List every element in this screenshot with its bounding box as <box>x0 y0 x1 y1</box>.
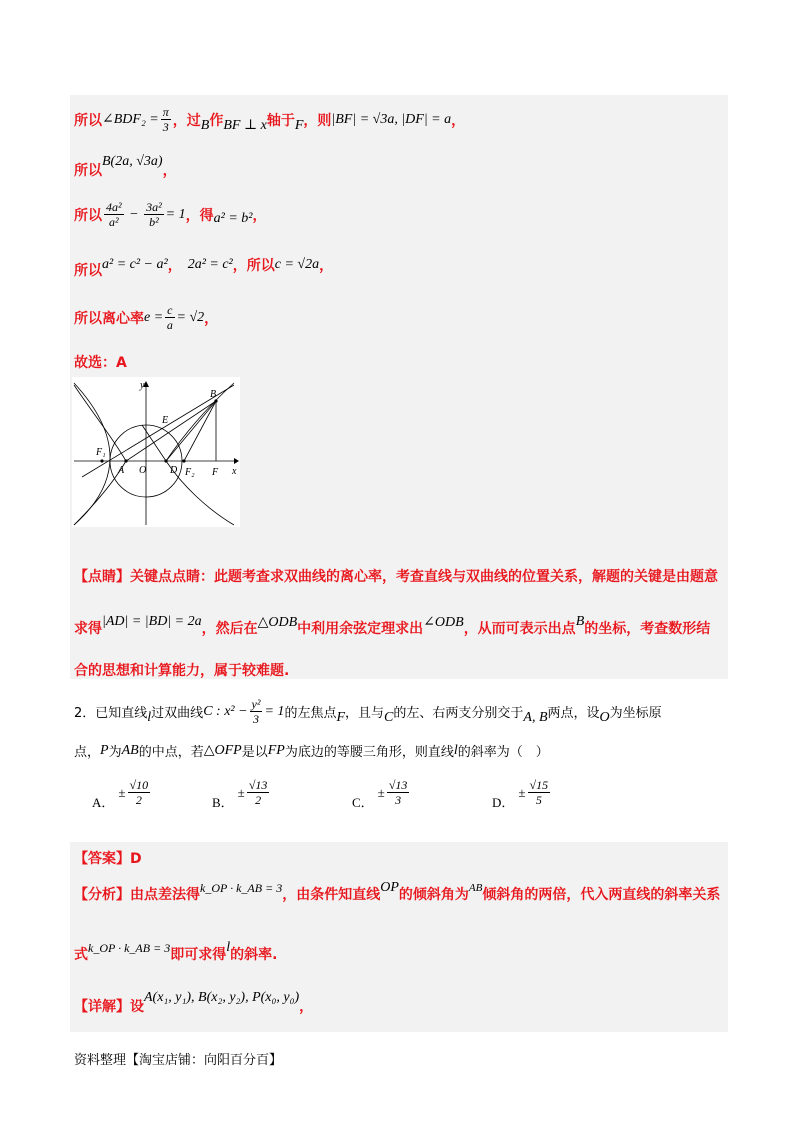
question-2-line-1 <box>74 697 662 726</box>
denominator: 5 <box>535 793 542 807</box>
numerator: c <box>167 303 173 317</box>
comment-line-2 <box>74 612 711 637</box>
text: 式 <box>74 947 88 963</box>
option-fraction <box>528 778 551 807</box>
answer-label: 【答案】D <box>74 851 142 867</box>
option-fraction <box>128 778 151 807</box>
text: 过双曲线 <box>151 706 204 721</box>
label-O: O <box>139 465 147 476</box>
math: ∠ODB <box>423 614 464 630</box>
math: P <box>100 742 109 758</box>
text: 作 <box>209 112 224 129</box>
solution-line-2 <box>74 152 177 179</box>
text: 为坐标原 <box>609 706 662 721</box>
analysis-tag: 【分析】 <box>74 887 130 903</box>
comment-line-3: 合的思想和计算能力，属于较难题. <box>74 663 290 679</box>
text: ，且与 <box>345 706 385 721</box>
denominator: b² <box>149 215 159 229</box>
text: 关键点点睛：此题考查求双曲线的离心率，考查直线与双曲线的位置关系，解题的关键是由题意 <box>130 569 718 585</box>
numerator: √10 <box>129 778 149 792</box>
text: ， <box>167 258 182 274</box>
denominator: 3 <box>253 712 260 726</box>
math: |BF| = √3a, |DF| = a <box>331 111 452 127</box>
text: 的斜率. <box>230 947 278 963</box>
denominator: 3 <box>395 793 402 807</box>
math: C <box>384 709 394 725</box>
math: = 1 <box>165 206 186 222</box>
math: |AD| = |BD| = 2a <box>102 614 202 629</box>
math: O <box>599 709 610 725</box>
math: AB <box>121 742 139 758</box>
text: 所以 <box>74 263 102 279</box>
analysis-line-1 <box>74 880 721 904</box>
comment-tag: 【点睛】 <box>74 569 130 585</box>
denominator: a² <box>109 215 119 229</box>
math: △OFP <box>203 743 242 758</box>
detail-tag: 【详解】 <box>74 999 130 1015</box>
math: 2a² = c² <box>187 257 233 272</box>
solution-line-5 <box>74 303 218 332</box>
math: B(2a, √3a) <box>102 154 163 169</box>
sign: ± <box>377 784 385 800</box>
label-x: x <box>232 466 237 477</box>
math: A, B <box>523 709 548 725</box>
footer-source: 资料整理【淘宝店铺：向阳百分百】 <box>74 1053 283 1068</box>
text: ， <box>299 999 314 1015</box>
math: AB <box>468 882 483 894</box>
denominator: 2 <box>135 793 142 807</box>
math: C : x² − <box>203 703 248 719</box>
solution-line-1 <box>74 105 465 134</box>
text: 的左焦点 <box>284 706 337 721</box>
text: ，所以 <box>232 258 275 274</box>
option-b[interactable] <box>212 774 271 811</box>
sign: ± <box>237 784 245 800</box>
text: ， <box>319 258 334 274</box>
label-F2: F₂ <box>185 467 195 478</box>
fraction <box>165 303 174 332</box>
answer-choice: 故选：A <box>74 355 127 371</box>
text: 两点，设 <box>547 706 600 721</box>
label-y: y <box>140 380 145 391</box>
numerator: √13 <box>388 778 408 792</box>
option-fraction <box>387 778 410 807</box>
label-B: B <box>210 389 217 400</box>
solution-line-3: 所以 $\frac{\text{4a²}}{\text{a²}}$ − $\frac{\text{3a²}}{\text{b²}}$ = 1 ，得 a² = b² ， <box>74 200 267 229</box>
fraction <box>104 200 124 229</box>
sign: ± <box>118 784 126 800</box>
math: l <box>453 742 458 758</box>
text: ，然后在 <box>201 621 258 637</box>
numerator: y² <box>251 697 261 711</box>
numerator: π <box>162 105 169 119</box>
math: c = √2a <box>274 257 320 272</box>
text: 点， <box>74 745 101 760</box>
text: 所以 <box>74 207 102 224</box>
text: ，得 <box>185 207 214 224</box>
fraction-pi-3 <box>161 105 171 134</box>
option-label: B． <box>212 795 234 810</box>
fraction <box>250 697 263 726</box>
math: = 1 <box>264 703 285 719</box>
math: l <box>147 709 152 725</box>
label-D: D <box>170 465 178 476</box>
math: B <box>200 117 210 133</box>
label-F: F <box>212 467 219 478</box>
text: 所以 <box>74 163 102 179</box>
text: 设 <box>130 999 144 1015</box>
option-label: C． <box>352 795 374 810</box>
numerator: 3a² <box>146 200 162 214</box>
question-2-line-2 <box>74 741 549 760</box>
text: 2．已知直线 <box>74 706 148 721</box>
math: k_OP · k_AB = 3 <box>200 880 283 895</box>
text: 轴于 <box>266 112 295 129</box>
math: BF ⊥ x <box>223 118 267 133</box>
hyperbola-figure <box>72 377 240 527</box>
label-A: A <box>118 465 125 476</box>
label-F1: F₁ <box>96 447 106 458</box>
math: OP <box>380 880 399 895</box>
text: 的中点，若 <box>138 745 204 760</box>
math: a² = c² − a² <box>102 257 168 272</box>
text: ， <box>252 207 267 224</box>
analysis-line-2 <box>74 940 278 964</box>
detail-line-1 <box>74 990 314 1016</box>
math: △ODB <box>257 614 298 630</box>
text: 的斜率为（ ） <box>457 745 549 760</box>
option-label: D． <box>492 795 515 810</box>
numerator: 4a² <box>106 200 122 214</box>
text: 即可求得 <box>170 947 227 963</box>
option-fraction <box>247 778 270 807</box>
text: 由点差法得 <box>130 887 200 903</box>
text: 中利用余弦定理求出 <box>297 621 424 637</box>
math: F <box>336 709 346 725</box>
math: a² = b² <box>213 210 253 226</box>
math: k_OP · k_AB = 3 <box>88 940 171 955</box>
text: ，由条件知直线 <box>282 887 381 903</box>
text: ，则 <box>303 112 332 129</box>
fraction <box>144 200 164 229</box>
option-label: A． <box>92 795 115 810</box>
solution-line-4 <box>74 255 334 279</box>
text: 的左、右两支分别交于 <box>393 706 524 721</box>
math: = √2 <box>176 309 205 325</box>
numerator: √15 <box>529 778 549 792</box>
math: ∠BDF₂ = <box>102 112 159 127</box>
text: 为 <box>108 745 122 760</box>
math: e = <box>144 309 164 325</box>
text: ， <box>204 310 219 327</box>
math: l <box>226 940 231 955</box>
math: A(x₁, y₁), B(x₂, y₂), P(x₀, y₀) <box>144 990 300 1005</box>
sign: ± <box>518 784 526 800</box>
text: 的坐标，考查数形结 <box>584 621 711 637</box>
math: FP <box>267 742 285 758</box>
text: 倾斜角的两倍，代入两直线的斜率关系 <box>482 887 721 903</box>
option-c[interactable] <box>352 774 411 811</box>
option-a[interactable] <box>92 774 152 811</box>
text: 所以 <box>74 112 102 129</box>
denominator: a <box>166 318 173 332</box>
text: ，过 <box>172 112 201 129</box>
option-d[interactable] <box>492 774 552 811</box>
denominator: 2 <box>255 793 262 807</box>
denominator: 3 <box>162 120 169 134</box>
text: ，从而可表示出点 <box>463 621 576 637</box>
text: 求得 <box>74 621 102 637</box>
comment-line-1 <box>74 566 718 586</box>
text: 所以离心率 <box>74 310 144 327</box>
label-E: E <box>162 415 169 426</box>
numerator: √13 <box>248 778 268 792</box>
text: 的倾斜角为 <box>398 887 469 903</box>
text: 为底边的等腰三角形，则直线 <box>284 745 454 760</box>
text: 是以 <box>241 745 268 760</box>
math: F <box>294 117 304 133</box>
text: ， <box>451 112 466 129</box>
text: ， <box>162 163 177 179</box>
math: B <box>575 614 585 629</box>
